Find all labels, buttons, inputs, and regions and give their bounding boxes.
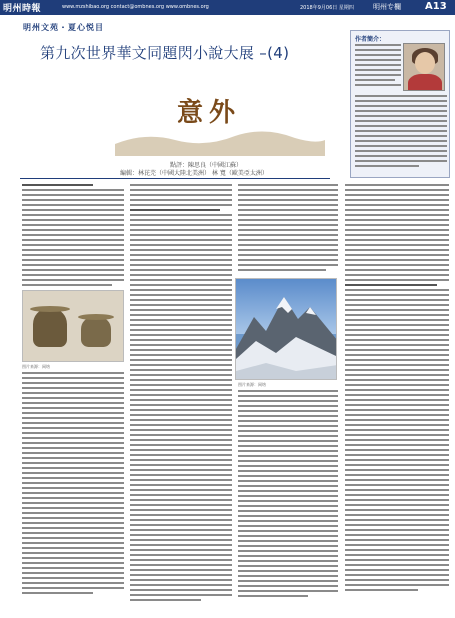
masthead	[0, 0, 455, 15]
column-3-text-top	[238, 184, 338, 274]
column-2-text	[130, 184, 232, 604]
column-3-text-bottom	[238, 390, 338, 600]
issue-date: 2018年9月06日 星期四	[300, 5, 354, 11]
sidebar-text-a	[355, 44, 401, 89]
paper-name: 明州時報	[3, 4, 42, 14]
hill-silhouette	[115, 126, 325, 156]
byline-editors: 編輯：林芘芫（中國大陸北美洲） 林 寬（歐美亞太洲）	[120, 170, 268, 177]
column-1-text-bottom	[22, 372, 124, 597]
sidebar-title: 作者簡介：	[355, 36, 386, 43]
contact-line: www.mzshibao.org contact@ombnes.org www.ombnes.org	[62, 4, 209, 10]
author-photo	[403, 43, 445, 91]
sidebar-text-b	[355, 95, 447, 170]
mountain-caption: 图片来源：网络	[238, 382, 266, 387]
byline-commentator: 點評：陳思良（中國江蘇）	[170, 162, 243, 169]
art-word: 意外	[177, 98, 242, 128]
column-4-text	[345, 184, 449, 594]
column-1-text-top	[22, 184, 124, 289]
page-number: A13	[425, 1, 447, 12]
author-sidebar	[350, 30, 450, 178]
column-header: 明州文苑・夏心悦目	[23, 23, 104, 32]
bowls-photo	[22, 290, 124, 362]
section-name: 明州专欄	[373, 3, 401, 11]
headline-art	[115, 70, 325, 158]
header-divider	[20, 178, 330, 179]
mountain-photo	[235, 278, 337, 380]
article-title: 第九次世界華文同題閃小說大展 –(4)	[40, 44, 290, 62]
bowls-caption: 图片来源：网络	[22, 364, 50, 369]
